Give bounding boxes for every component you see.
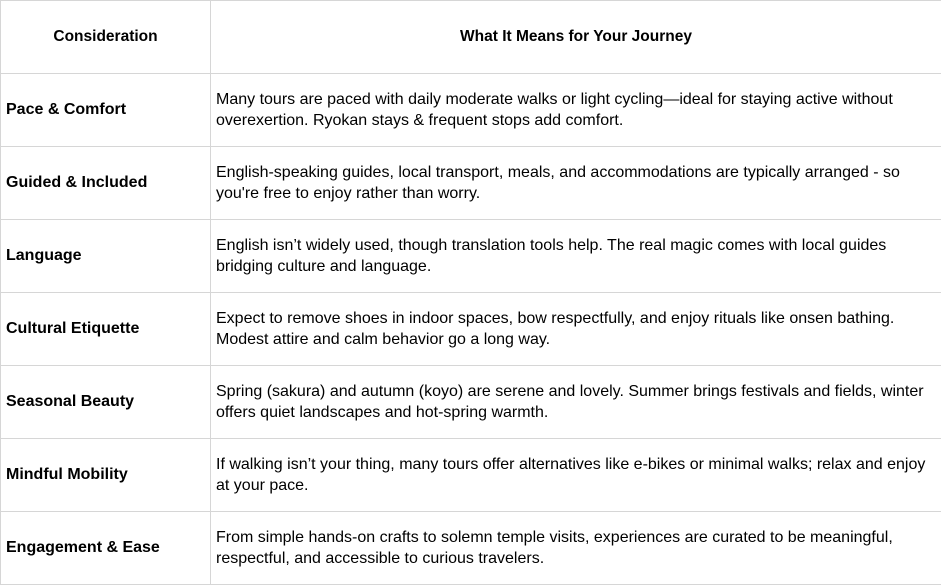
row-description: English-speaking guides, local transport, meals, and accommodations are typically arranged - so you're free to enjoy rather than worry. bbox=[211, 147, 941, 220]
row-label: Pace & Comfort bbox=[1, 74, 211, 147]
table-row bbox=[1, 512, 941, 585]
row-description: Many tours are paced with daily moderate walks or light cycling—ideal for staying active without overexertion. Ryokan stays & frequent stops add comfort. bbox=[211, 74, 941, 147]
row-label: Cultural Etiquette bbox=[1, 293, 211, 366]
row-label: Seasonal Beauty bbox=[1, 366, 211, 439]
row-description: From simple hands-on crafts to solemn temple visits, experiences are curated to be meaningful, respectful, and accessible to curious travelers. bbox=[211, 512, 941, 585]
row-description: Spring (sakura) and autumn (koyo) are serene and lovely. Summer brings festivals and fields, winter offers quiet landscapes and hot-spring warmth. bbox=[211, 366, 941, 439]
row-label: Language bbox=[1, 220, 211, 293]
table-row bbox=[1, 147, 941, 220]
row-label: Mindful Mobility bbox=[1, 439, 211, 512]
table-header-row bbox=[1, 1, 941, 74]
table-row bbox=[1, 293, 941, 366]
row-description: English isn’t widely used, though translation tools help. The real magic comes with local guides bridging culture and language. bbox=[211, 220, 941, 293]
column-header-consideration: Consideration bbox=[1, 1, 211, 74]
row-label: Engagement & Ease bbox=[1, 512, 211, 585]
row-label: Guided & Included bbox=[1, 147, 211, 220]
table-row bbox=[1, 220, 941, 293]
row-description: Expect to remove shoes in indoor spaces, bow respectfully, and enjoy rituals like onsen bathing. Modest attire and calm behavior go a long way. bbox=[211, 293, 941, 366]
table-row bbox=[1, 439, 941, 512]
row-description: If walking isn’t your thing, many tours offer alternatives like e-bikes or minimal walks; relax and enjoy at your pace. bbox=[211, 439, 941, 512]
column-header-journey-meaning: What It Means for Your Journey bbox=[211, 1, 941, 74]
table-row bbox=[1, 74, 941, 147]
table-row bbox=[1, 366, 941, 439]
